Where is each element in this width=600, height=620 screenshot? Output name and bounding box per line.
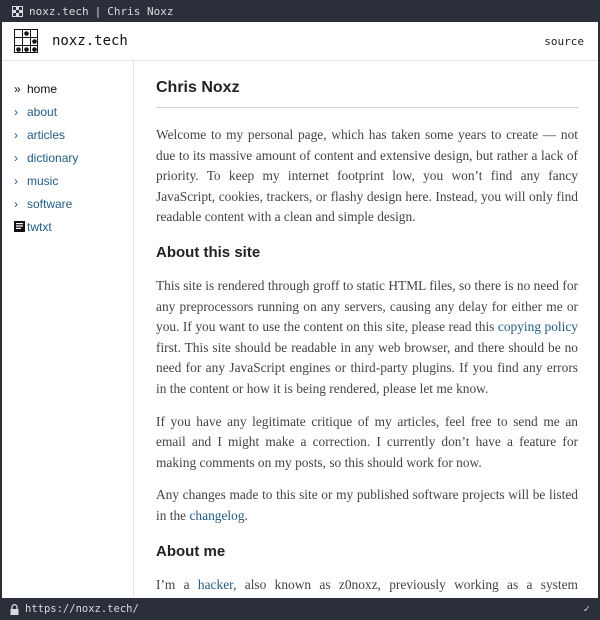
copying-policy-link[interactable]: copying policy	[497, 319, 578, 335]
sidebar-item-label: twtxt	[27, 219, 52, 234]
lock-icon	[10, 604, 19, 615]
chevron-right-icon: ›	[14, 150, 18, 165]
paragraph-text: , also known as z0noxz, previously working as a system	[233, 576, 578, 592]
site-name[interactable]: noxz.tech	[52, 33, 128, 49]
browser-title-bar	[0, 0, 600, 22]
site-logo-icon[interactable]	[14, 29, 38, 53]
paragraph-text: Any changes made to this site or my published software projects will be listed in the	[156, 487, 578, 523]
page-title: Chris Noxz	[156, 77, 578, 108]
main-content	[134, 61, 598, 598]
sidebar-nav	[2, 61, 134, 598]
chevron-right-icon: ›	[14, 127, 18, 142]
window-title-separator: |	[94, 4, 102, 18]
about-me-heading: About me	[156, 542, 226, 560]
sidebar-item-articles[interactable]	[2, 123, 133, 146]
about-site-paragraph-1	[156, 276, 578, 400]
paragraph-text: .	[244, 507, 248, 523]
paragraph-text: I’m a	[156, 576, 198, 592]
browser-status-bar	[0, 598, 600, 620]
chevron-right-icon: ›	[14, 173, 18, 188]
sidebar-item-twtxt[interactable]	[2, 215, 133, 238]
sidebar-item-label: music	[27, 173, 59, 188]
about-site-heading: About this site	[156, 243, 261, 261]
check-icon: ✓	[583, 603, 590, 615]
paragraph-text: This site is rendered through groff to static HTML files, so there is no need for any preprocessors running on any servers, causing any delay for either me or you. If you want to use the content on this site, please read this	[156, 277, 578, 335]
sidebar-item-software[interactable]	[2, 192, 133, 215]
paragraph-text: first. This site should be readable in any web browser, and there should be no need for any JavaScript engines or third-party plugins. If you find any errors in the content or how it is being rendered, please let me know.	[156, 339, 578, 396]
sidebar-item-label: dictionary	[27, 150, 79, 165]
document-icon	[14, 221, 27, 232]
source-link[interactable]: source	[544, 34, 584, 48]
sidebar-item-label: articles	[27, 127, 66, 142]
hacker-link[interactable]: hacker	[197, 576, 234, 592]
window-title-page: Chris Noxz	[107, 4, 174, 18]
sidebar-item-label: software	[27, 196, 73, 211]
sidebar-item-music[interactable]	[2, 169, 133, 192]
window-title-site: noxz.tech	[29, 4, 89, 18]
sidebar-item-label: home	[27, 81, 58, 96]
about-site-paragraph-3	[156, 485, 578, 526]
sidebar-item-label: about	[27, 104, 58, 119]
about-site-paragraph-2: If you have any legitimate critique of my articles, feel free to send me an email and I might make a correction. I currently don’t have a feature for making comments on my posts, so this should work for now.	[156, 413, 578, 470]
status-url: https://noxz.tech/	[25, 603, 139, 615]
changelog-link[interactable]: changelog	[189, 507, 245, 523]
site-favicon-icon	[12, 6, 23, 17]
sidebar-item-about[interactable]	[2, 100, 133, 123]
sidebar-item-dictionary[interactable]	[2, 146, 133, 169]
browser-viewport	[2, 22, 598, 598]
chevron-right-icon: ›	[14, 196, 18, 211]
sidebar-item-home[interactable]	[2, 77, 133, 100]
chevron-right-icon: ›	[14, 104, 18, 119]
site-header	[2, 22, 598, 61]
intro-paragraph: Welcome to my personal page, which has taken some years to create — not due to its massive amount of content and extensive design, but rather a lack of priority. To keep my internet footprint low, you won’t find any fancy JavaScript, cookies, trackers, or flashy design here. Instead, you will only find readable content with a clean and simple design.	[156, 127, 578, 225]
double-chevron-right-icon: »	[14, 81, 21, 96]
